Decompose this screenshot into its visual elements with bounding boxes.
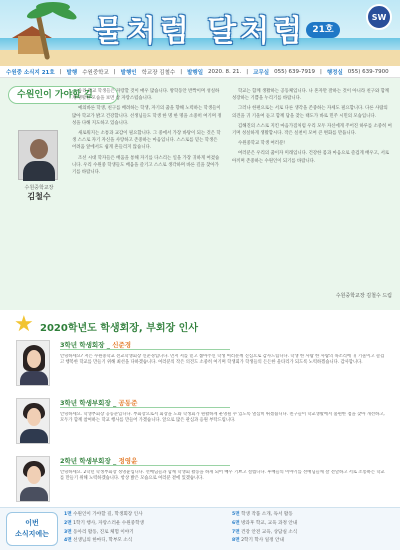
section-heading: 2020학년도 학생회장, 부회장 인사: [40, 323, 198, 334]
paragraph: 수원중학교 학생 여러분!: [238, 141, 285, 147]
uniform-icon: [20, 429, 48, 444]
message-column-left: [72, 88, 222, 304]
page-contents: 건강 안전 교육, 상담실 소식: [241, 529, 298, 535]
paragraph: 그러나 한편으로는 서로 다른 생각을 존중하는 자세도 필요합니다. 다른 사람의 의견을 귀 기울여 듣고 함께 답을 찾는 태도가 바로 민주 시민의 모습입니다.: [232, 106, 388, 119]
face-icon: [27, 466, 41, 484]
member-role: 3학년 학생부회장: [60, 399, 111, 407]
masthead: [0, 0, 400, 66]
contents-list-left: [64, 511, 224, 546]
contents-item: [232, 520, 392, 529]
divider: [60, 407, 230, 408]
contents-item: [64, 520, 224, 529]
member-name: 공동준: [118, 399, 138, 407]
info-value: 학교장 김철수: [141, 69, 176, 76]
title-separator: _: [106, 341, 110, 349]
member-photo: [16, 456, 50, 502]
contents-item: [232, 537, 392, 546]
member-name: 신준경: [112, 341, 132, 349]
contents-footer: [0, 507, 400, 550]
member-name: 정영윤: [118, 457, 138, 465]
member-role: 3학년 학생회장: [60, 341, 105, 349]
newsletter-title: 물처럼 달처럼: [93, 14, 307, 49]
info-label: 발행인: [120, 69, 137, 76]
publication-info-bar: [0, 66, 400, 78]
council-member: [8, 398, 392, 448]
paragraph: 여러분은 우리의 꿈이자 미래입니다. 건강한 몸과 마음으로 즐겁게 배우고, 서로 아끼며 존중하는 수원인이 되기를 바랍니다.: [232, 151, 390, 164]
contents-item: [232, 511, 392, 520]
paragraph: 김해진의 스스로 지킨 마음가짐처럼 우리 모두 자신에게 주어진 하루를 소중히 여기며 성실하게 생활합시다. 작은 실천이 모여 큰 변화를 만듭니다.: [232, 123, 392, 137]
contents-item: [232, 529, 392, 538]
palm-leaf-icon: [36, 2, 70, 12]
info-divider: |: [59, 68, 62, 75]
divider: [60, 465, 230, 466]
info-divider: |: [319, 68, 322, 75]
member-greeting: 안녕하세요. 학생부회장 공동준입니다. 부회장으로서 회장을 도와 학생회가 원활하게 운영될 수 있도록 열심히 뛰겠습니다. 친구들이 학교생활에서 불편한 점을 찾아 개선하고, 모두가 함께 참여하는 학교 행사를 만들어 가겠습니다. 앞으로 많은 관심과 응원 부탁드립니다.: [60, 412, 385, 424]
page-contents: 학생 작품 소개, 독서 활동: [241, 512, 293, 517]
page-contents: 선생님의 한마디, 학부모 소식: [73, 538, 133, 544]
page-number: 3면: [64, 529, 72, 535]
contents-badge: [6, 512, 58, 546]
paragraph: 예의바른 학생, 친구를 배려하는 학생, 자기의 꿈을 향해 노력하는 학생들이 많아 학교가 밝고 건강합니다. 선생님들도 학생 한 명 한 명을 소중히 여기며 정성을 다해 지도하고 있습니다.: [72, 106, 222, 126]
principal-name: 김철수: [27, 192, 51, 201]
title-separator: _: [113, 399, 117, 407]
page-contents: 방과후 학교, 교육 과정 안내: [241, 520, 298, 526]
member-role: 2학년 학생부회장: [60, 457, 111, 465]
page-number: 7면: [232, 529, 240, 535]
member-title: [60, 340, 131, 349]
uniform-icon: [20, 487, 48, 502]
member-greeting: 안녕하세요. 2학년 학생부회장 정영윤입니다. 선배님들과 함께 학생회 활동을 하게 되어 매우 기쁘고 설렙니다. 후배들의 이야기를 선배님들께 잘 전달하고 서로 소통하는 학교를 만들기 위해 노력하겠습니다. 항상 밝은 모습으로 여러분 곁에 있겠습니다.: [60, 470, 385, 482]
info-label: 행정실: [326, 69, 343, 76]
person-head-icon: [30, 139, 48, 159]
badge-line: 이번: [25, 519, 39, 527]
uniform-icon: [20, 371, 48, 386]
divider: [60, 349, 230, 350]
contents-list-right: [232, 511, 392, 546]
info-divider: |: [246, 68, 249, 75]
page-number: 4면: [64, 538, 72, 544]
page-contents: 2학기 학사 일정 안내: [241, 538, 284, 544]
star-icon: ★: [14, 312, 34, 337]
title-separator: _: [113, 457, 117, 465]
contents-item: [64, 511, 224, 520]
principal-role: 수원중학교장: [24, 185, 54, 191]
info-label: 교무실: [253, 69, 270, 76]
info-newsletter-name: 수원중 소식지 21호: [6, 69, 55, 76]
section-heading: 수원인이 가야할 길: [8, 86, 118, 104]
contents-item: [64, 529, 224, 538]
issue-badge: 21호: [306, 22, 340, 38]
principal-photo: [18, 130, 58, 180]
member-photo: [16, 340, 50, 386]
page-contents: 동아리 활동, 진로 체험 이야기: [73, 529, 134, 535]
person-body-icon: [23, 161, 55, 181]
principal-message-section: [0, 78, 400, 310]
member-greeting: 안녕하세요? 저는 수원중학교 전교학생회장 신준경입니다. 먼저 저를 믿고 뽑아주신 학생 여러분께 진심으로 감사드립니다. 학생 한 사람 한 사람의 목소리에 귀 기울이고 즐겁고 행복한 학교를 만들기 위해 최선을 다하겠습니다. 여러분의 작은 의견도 소중히 여기며 학생회가 학생들의 든든한 울타리가 되도록 노력하겠습니다. 감사합니다.: [60, 354, 385, 366]
badge-line: 소식지에는: [15, 530, 49, 538]
page-number: 8면: [232, 538, 240, 544]
paragraph: 새로워지는 소통과 교감이 필요합니다. 그 중에서 가장 바탕이 되는 것은 학생 스스로 자기 자신을 사랑하고 존중하는 마음입니다. 스스로를 믿는 학생은 어려움 앞에서도 쉽게 흔들리지 않습니다.: [72, 131, 221, 151]
page-number: 6면: [232, 520, 240, 526]
face-icon: [27, 350, 41, 368]
page-contents: 수원인이 가야할 길, 학생회장 인사: [73, 512, 143, 517]
info-divider: |: [113, 68, 116, 75]
sand-decoration: [0, 50, 400, 66]
student-council-section: [0, 310, 400, 507]
face-icon: [27, 408, 41, 426]
info-label: 발행: [66, 69, 78, 76]
page-number: 2면: [64, 520, 72, 526]
info-value: 055) 639-7900: [347, 68, 389, 75]
member-title: [60, 398, 137, 407]
paragraph: 우리 학교 학생들은 자랑할 것이 매우 많습니다. 방학동안 반짝이며 성실하게 생활한 모습을 보면 참 자랑스럽습니다.: [72, 89, 220, 102]
page-number: 1면: [64, 512, 72, 517]
member-title: [60, 456, 137, 465]
council-member: [8, 456, 392, 506]
info-value: 2020. 8. 21.: [208, 68, 242, 75]
member-photo: [16, 398, 50, 444]
principal-signature: 수원중학교장 김철수 드림: [335, 293, 392, 299]
page-contents: 1학기 행사, 자랑스러운 수원중학생: [73, 520, 145, 526]
info-value: 055) 639-7919: [274, 68, 315, 75]
school-logo-icon: SW: [366, 4, 392, 30]
contents-item: [64, 537, 224, 546]
paragraph: 조선 시대 학자들은 배움을 통해 자기를 다스리는 일을 가장 귀하게 여겼습니다. 우리 수원중 학생들도 배움을 즐기고 스스로 생각하며 바른 길을 찾아가기를 바랍니다.: [72, 155, 220, 176]
message-column-right: [232, 88, 392, 288]
info-label: 발행일: [187, 69, 204, 76]
info-value: 수원중학교: [82, 69, 109, 76]
info-divider: |: [180, 68, 183, 75]
council-member: [8, 340, 392, 390]
page-number: 5면: [232, 512, 240, 517]
paragraph: 학교는 함께 생활하는 공동체입니다. 나 혼자만 잘하는 것이 아니라 친구와 함께 성장하는 기쁨을 누리기를 바랍니다.: [232, 89, 390, 102]
